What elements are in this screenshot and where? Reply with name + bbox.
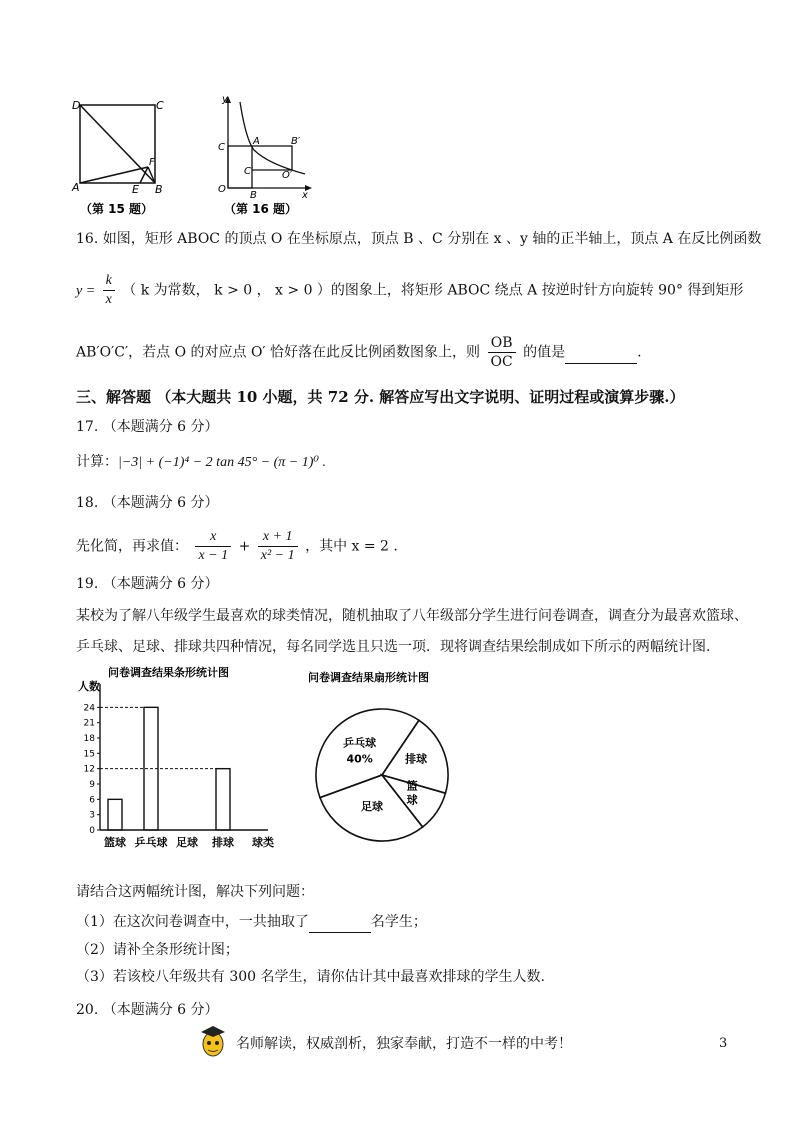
q19-sub1-blank[interactable] (309, 912, 371, 933)
bar-chart-ytick-label: 15 (83, 749, 95, 760)
q16-line3-end: . (637, 344, 642, 361)
q18-fraction-2 (258, 528, 298, 565)
bar-chart-ytick-label: 18 (83, 734, 95, 744)
bar-chart-ytick-label: 21 (83, 718, 95, 729)
bar-chart-category-label: 排球 (212, 836, 234, 849)
figure-16 (210, 92, 320, 220)
q18-fraction-1 (195, 528, 231, 565)
section3-heading: 三、解答题 （本大题共 10 小题，共 72 分. 解答应写出文字说明、证明过程或演算步骤.） (76, 388, 685, 406)
bar-chart-ytick-label: 3 (89, 810, 95, 821)
bar-chart (78, 662, 288, 862)
bar-chart-category-label: 乒乓球 (134, 836, 168, 849)
bar-chart-ytick-label: 12 (83, 764, 95, 775)
fig15-caption: （第 15 题） (80, 202, 154, 216)
q18-plus: + (238, 538, 251, 555)
q16-ratio-fraction (488, 334, 516, 371)
mascot-icon (198, 1024, 228, 1058)
q16-func-num: k (103, 272, 115, 291)
q18-f1-num: x (195, 528, 231, 547)
pie-slice-percent: 40% (346, 752, 373, 766)
q18-f1-den: x − 1 (198, 548, 229, 563)
fig16-label-C: C (218, 142, 225, 153)
q16-func-fraction (103, 272, 115, 309)
fig15-label-E: E (132, 183, 139, 196)
q16-answer-blank[interactable] (565, 343, 637, 364)
pie-slice-label: 乒乓球 (343, 736, 377, 750)
fig15-label-D: D (72, 99, 81, 112)
q18-suffix: ，其中 x = 2 . (305, 538, 398, 555)
footer-slogan: 名师解读，权威剖析，独家奉献，打造不一样的中考！ (236, 1036, 572, 1052)
q18-f2-num: x + 1 (258, 528, 298, 547)
q16-func-den: x (105, 292, 112, 307)
bar-chart-ytick-label: 24 (83, 703, 95, 714)
fig16-label-A: A (253, 136, 260, 147)
fig16-label-B1: B′ (291, 136, 301, 147)
bar-3 (216, 769, 230, 830)
fig16-label-O: O (218, 184, 226, 195)
q19-header: 19. （本题满分 6 分） (76, 576, 219, 592)
q17-prefix: 计算： (76, 454, 118, 470)
q16-line1: 16. 如图，矩形 ABOC 的顶点 O 在坐标原点，顶点 B 、C 分别在 x 、y 轴的正半轴上，顶点 A 在反比例函数 (76, 231, 762, 247)
bar-chart-ytick-label: 0 (89, 826, 95, 836)
figure-15 (60, 95, 190, 220)
fig16-label-y: y (222, 94, 228, 105)
fig16-caption: （第 16 题） (224, 202, 298, 216)
q18-f2-den: x² − 1 (260, 548, 295, 563)
q19-sub2: （2）请补全条形统计图； (76, 942, 239, 958)
bar-chart-ylabel: 人数 (78, 680, 100, 693)
q19-prompt: 请结合这两幅统计图，解决下列问题： (76, 884, 314, 900)
fig16-label-O1: O′ (282, 170, 293, 181)
bar-chart-xlabel: 球类 (252, 836, 274, 849)
fig15-label-C: C (156, 99, 164, 112)
bar-chart-ytick-label: 9 (89, 780, 95, 790)
fig15-label-A: A (72, 181, 80, 194)
q19-sub1-a: （1）在这次问卷调查中，一共抽取了 (76, 914, 309, 930)
q16-line2 (76, 272, 743, 309)
q19-text2: 乒乓球、足球、排球共四种情况，每名同学选且只选一项．现将调查结果绘制成如下所示的两幅统计图. (76, 639, 711, 655)
q17-line (76, 452, 326, 473)
bar-chart-category-label: 足球 (176, 836, 198, 849)
q19-text1: 某校为了解八年级学生最喜欢的球类情况，随机抽取了八年级部分学生进行问卷调查，调查分为最喜欢篮球、 (76, 608, 748, 624)
bar-chart-ytick-label: 6 (89, 795, 95, 806)
fig16-label-x: x (302, 190, 308, 201)
q19-sub1 (76, 912, 427, 933)
q17-header: 17. （本题满分 6 分） (76, 419, 219, 435)
q19-sub3: （3）若该校八年级共有 300 名学生，请你估计其中最喜欢排球的学生人数. (76, 969, 545, 985)
q20-header: 20. （本题满分 6 分） (76, 1002, 219, 1018)
fig15-label-F: F (149, 157, 155, 168)
pie-chart-title: 问卷调查结果扇形统计图 (308, 671, 429, 684)
q17-expr: |−3| + (−1)⁴ − 2 tan 45° − (π − 1)⁰ . (118, 455, 327, 470)
q16-ratio-den: OC (490, 354, 513, 370)
fig16-label-C1: C′ (244, 166, 254, 177)
q18-header: 18. （本题满分 6 分） (76, 495, 219, 511)
pie-slice-label: 足球 (360, 799, 383, 813)
q16-func-lhs: y = (76, 283, 96, 299)
q16-line3-a: AB′O′C′，若点 O 的对应点 O′ 恰好落在此反比例函数图象上，则 (76, 344, 481, 361)
bar-chart-category-label: 篮球 (104, 836, 126, 849)
fig15-label-B: B (155, 183, 163, 196)
page-number: 3 (719, 1036, 728, 1051)
fig16-label-B: B (250, 190, 257, 201)
q18-line (76, 528, 398, 565)
q16-line3-b: 的值是 (523, 344, 566, 361)
q16-line3 (76, 334, 642, 371)
pie-slice-label: 排球 (405, 752, 428, 766)
q16-func-rest: （ k 为常数， k > 0 ， x > 0 ）的图象上，将矩形 ABOC 绕点 A 按逆时针方向旋转 90° 得到矩形 (122, 282, 744, 299)
bar-chart-title: 问卷调查结果条形统计图 (108, 666, 229, 679)
q18-prefix: 先化简，再求值： (76, 538, 188, 555)
q19-sub1-b: 名学生； (370, 914, 427, 930)
bar-0 (108, 799, 122, 830)
q16-ratio-num: OB (488, 334, 516, 353)
pie-chart (300, 665, 470, 855)
pie-slice-label: 篮球 (406, 779, 418, 807)
